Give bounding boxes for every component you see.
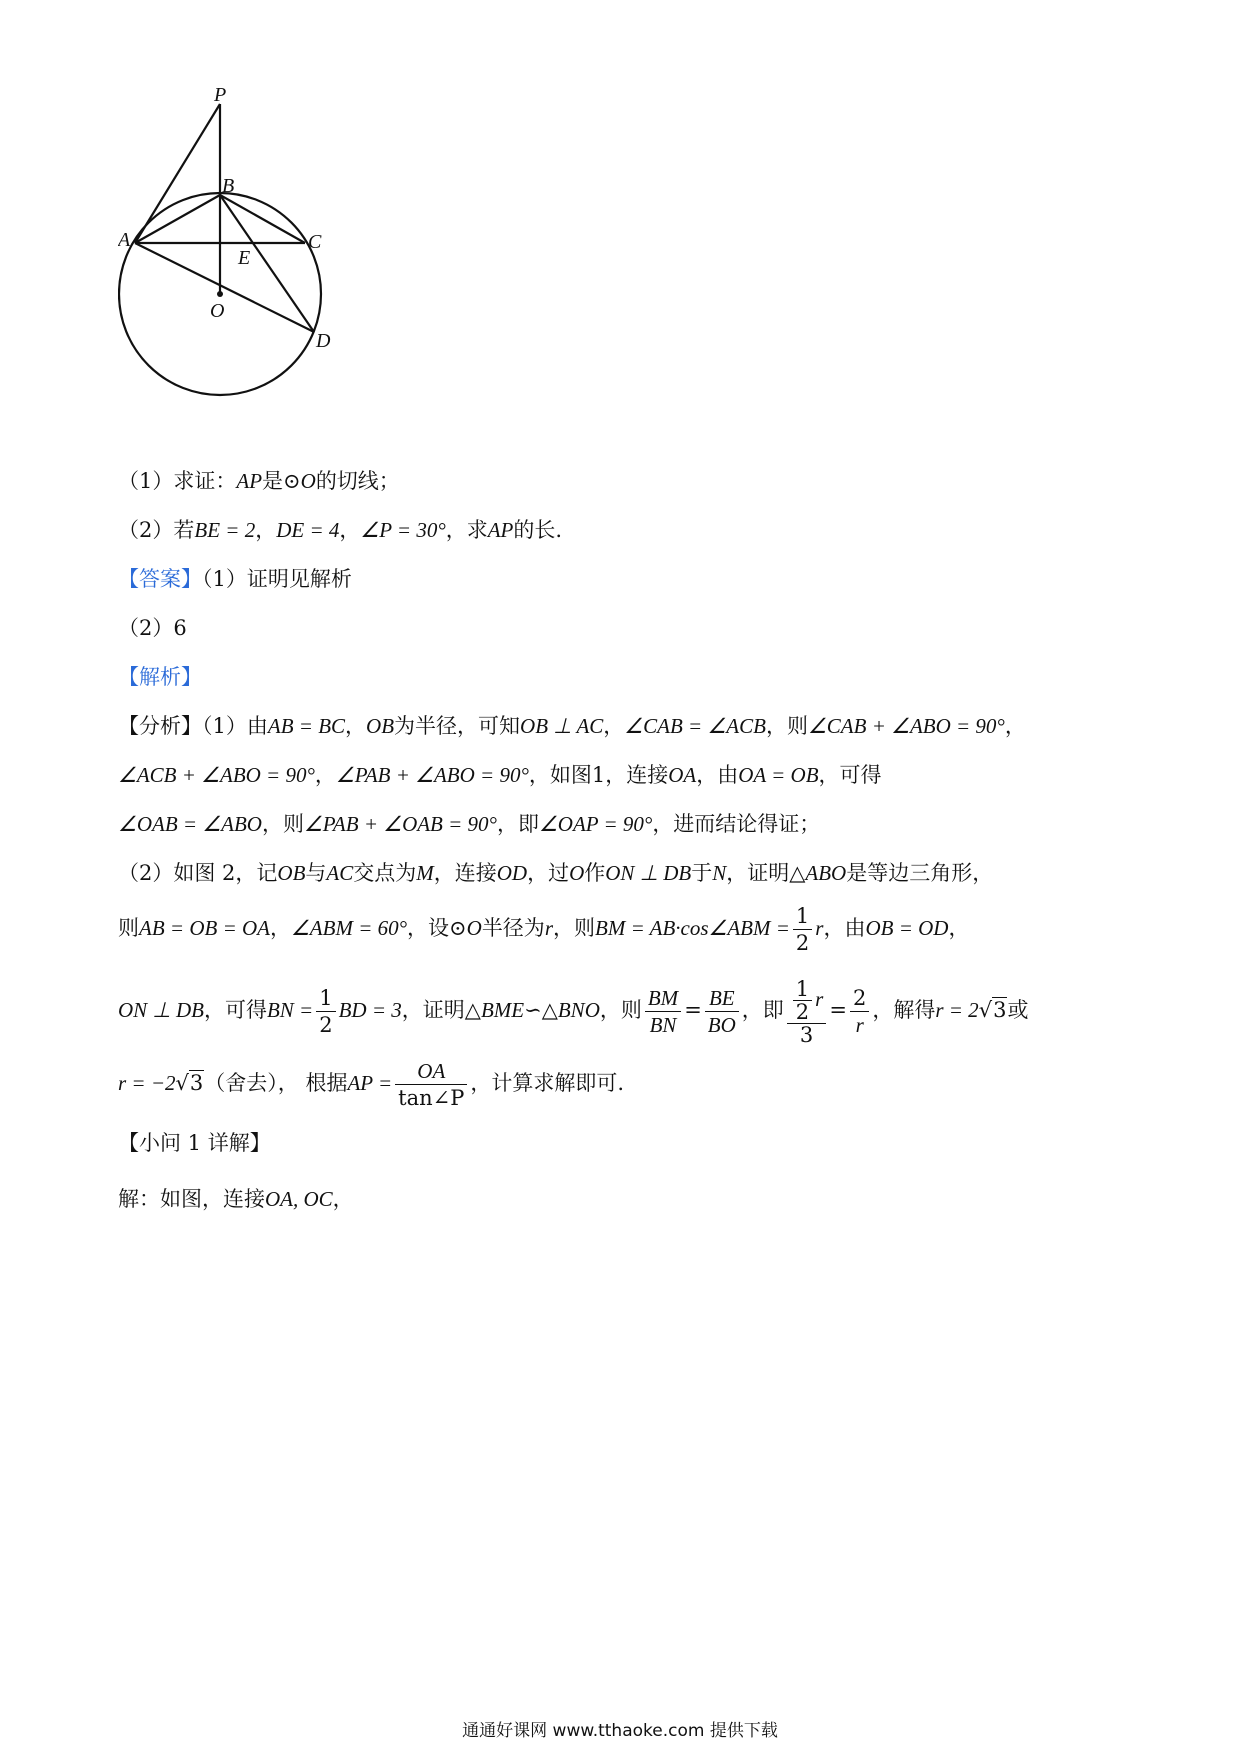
question-1: （1）求证：AP是⊙O的切线； xyxy=(118,469,400,493)
fraction-half-bn: $\frac{1}{2}$ xyxy=(316,985,335,1038)
label-c: C xyxy=(308,231,322,253)
center-point xyxy=(217,291,223,297)
question-2: （2）若BE = 2，DE = 4，∠P = 30°，求AP的长. xyxy=(118,518,563,542)
solution-line: 解：如图，连接OA, OC， xyxy=(118,1187,354,1211)
analysis-line-7: r = −2√3（舍去）， 根据AP = $\frac{OA}{\tan\angle P}$ ，计算求解即可. xyxy=(118,1059,625,1110)
fraction-half: $\frac{1}{2}$ xyxy=(793,903,812,956)
fraction-oa-tanp: $\frac{OA}{\tan\angle P}$ xyxy=(395,1058,467,1111)
fraction-2-r: $\frac{2}{r}$ xyxy=(850,985,869,1038)
geometry-figure xyxy=(118,88,388,453)
analysis-line-2: ∠ACB + ∠ABO = 90°，∠PAB + ∠ABO = 90°，如图1，连接OA，由OA = OB，可得 xyxy=(118,763,882,787)
fraction-be-bo: $\frac{BE}{BO}$ xyxy=(705,985,739,1038)
analysis-tag: 【解析】 xyxy=(118,665,202,689)
answer-line-2: （2）6 xyxy=(118,616,187,640)
analysis-line-1: 【分析】（1）由AB = BC，OB为半径，可知OB ⊥ AC，∠CAB = ∠ACB，则∠CAB + ∠ABO = 90°， xyxy=(118,714,1026,738)
segment-bd xyxy=(220,195,314,332)
label-p: P xyxy=(214,88,227,106)
segment-pa xyxy=(135,104,220,243)
analysis-line-4: （2）如图 2，记OB与AC交点为M，连接OD，过O作ON ⊥ DB于N，证明△ABO是等边三角形， xyxy=(118,861,994,885)
sqrt-sign: √ xyxy=(978,998,993,1022)
sqrt-sign: √ xyxy=(175,1071,189,1095)
analysis-line-6: ON ⊥ DB，可得BN = $\frac{1}{2}$ BD = 3，证明△BME∽△BNO，则 $\frac{BM}{BN}$ = $\frac{BE}{BO}$ ，即 $\frac{1}{2}$ r 3 = $\frac{2}{r}$ ，解得r = 2√3或 xyxy=(118,976,1029,1047)
analysis-line-3: ∠OAB = ∠ABO，则∠PAB + ∠OAB = 90°，即∠OAP = 90°，进而结论得证； xyxy=(118,812,821,836)
label-e: E xyxy=(238,247,251,269)
answer-tag: 【答案】 xyxy=(118,567,202,591)
label-b: B xyxy=(222,175,235,197)
label-o: O xyxy=(210,300,225,322)
footer: 通通好课网 www.tthaoke.com 提供下载 xyxy=(462,1721,778,1741)
answer-line-1: 【答案】（1）证明见解析 xyxy=(118,567,352,591)
label-d: D xyxy=(316,330,331,352)
analysis-line-5: 则AB = OB = OA，∠ABM = 60°，设⊙O半径为r，则BM = AB·cos∠ABM = $\frac{1}{2}$ r，由OB = OD， xyxy=(118,904,970,955)
compound-fraction: $\frac{1}{2}$ r 3 xyxy=(787,978,827,1046)
segment-ad xyxy=(135,243,314,332)
fraction-bm-bn: $\frac{BM}{BN}$ xyxy=(645,985,681,1038)
label-a: A xyxy=(118,229,131,251)
sub-question-1-tag: 【小问 1 详解】 xyxy=(118,1131,271,1155)
